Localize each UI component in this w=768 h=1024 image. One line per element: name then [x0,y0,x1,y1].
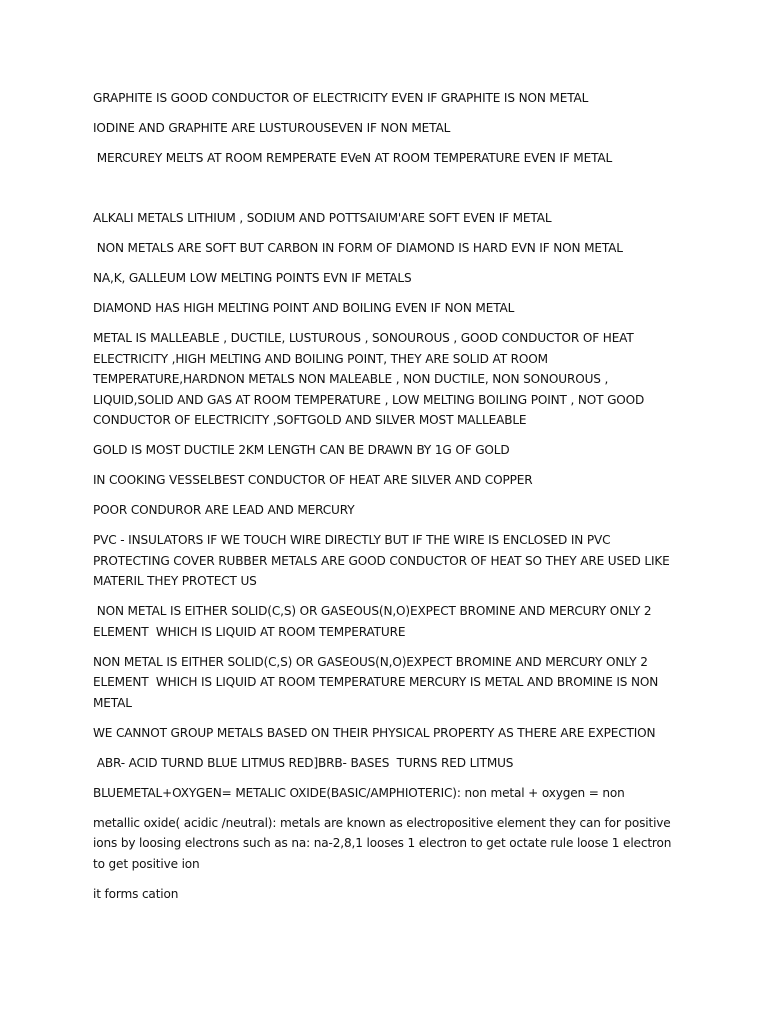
paragraph: MERCUREY MELTS AT ROOM REMPERATE EVeN AT ROOM TEMPERATURE EVEN IF METAL [93,151,613,165]
paragraph: BLUEMETAL+OXYGEN= METALIC OXIDE(BASIC/AMPHIOTERIC): non metal + oxygen = non [93,785,625,800]
paragraph: METAL IS MALLEABLE , DUCTILE, LUSTUROUS , SONOUROUS , GOOD CONDUCTOR OF HEAT ELECTRICITY ,HIGH MELTING AND BOILING POINT, THEY ARE SOLID AT ROOM TEMPERATURE,HARDNON METALS NON MALEABLE , NON DUCTILE, NON SONOUROUS , LIQUID,SOLID AND GAS AT ROOM TEMPERATURE , LOW MELTING BOILING POINT , NOT GOOD CONDUCTOR OF ELECTRICITY ,SOFTGOLD AND SILVER MOST MALLEABLE [93,331,648,427]
paragraph: GOLD IS MOST DUCTILE 2KM LENGTH CAN BE DRAWN BY 1G OF GOLD [93,443,510,457]
document-body [93,88,683,914]
paragraph: WE CANNOT GROUP METALS BASED ON THEIR PHYSICAL PROPERTY AS THERE ARE EXPECTION [93,725,656,740]
paragraph: IN COOKING VESSELBEST CONDUCTOR OF HEAT ARE SILVER AND COPPER [93,473,533,487]
paragraph: IODINE AND GRAPHITE ARE LUSTUROUSEVEN IF NON METAL [93,121,451,135]
paragraph: NA,K, GALLEUM LOW MELTING POINTS EVN IF METALS [93,271,412,285]
paragraph: NON METAL IS EITHER SOLID(C,S) OR GASEOUS(N,O)EXPECT BROMINE AND MERCURY ONLY 2 ELEMENT WHICH IS LIQUID AT ROOM TEMPERATURE [93,604,656,639]
paragraph: POOR CONDUROR ARE LEAD AND MERCURY [93,503,355,517]
paragraph: NON METALS ARE SOFT BUT CARBON IN FORM OF DIAMOND IS HARD EVN IF NON METAL [93,241,623,255]
paragraph: DIAMOND HAS HIGH MELTING POINT AND BOILING EVEN IF NON METAL [93,301,515,315]
paragraph: NON METAL IS EITHER SOLID(C,S) OR GASEOUS(N,O)EXPECT BROMINE AND MERCURY ONLY 2 ELEMENT WHICH IS LIQUID AT ROOM TEMPERATURE MERCURY IS METAL AND BROMINE IS NON METAL [93,654,662,710]
paragraph: GRAPHITE IS GOOD CONDUCTOR OF ELECTRICITY EVEN IF GRAPHITE IS NON METAL [93,91,589,105]
paragraph: PVC - INSULATORS IF WE TOUCH WIRE DIRECTLY BUT IF THE WIRE IS ENCLOSED IN PVC PROTECTING COVER RUBBER METALS ARE GOOD CONDUCTOR OF HEAT SO THEY ARE USED LIKE MATERIL THEY PROTECT US [93,533,674,588]
paragraph: metallic oxide( acidic /neutral): metals are known as electropositive element they can for positive ions by loosing electrons such as na: na-2,8,1 looses 1 electron to get octate rule loose 1 electron to get positive ion [93,815,675,871]
paragraph: ABR- ACID TURND BLUE LITMUS RED]BRB- BASES TURNS RED LITMUS [93,755,514,770]
paragraph: it forms cation [93,886,179,901]
paragraph: ALKALI METALS LITHIUM , SODIUM AND POTTSAIUM'ARE SOFT EVEN IF METAL [93,211,552,225]
